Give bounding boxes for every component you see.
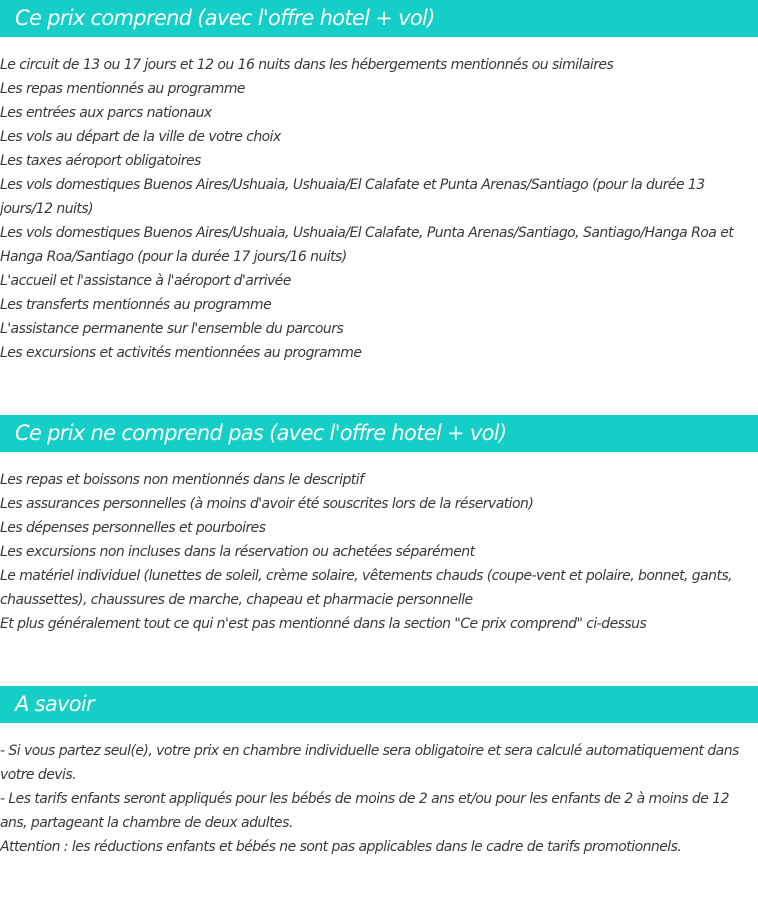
- list-item: Les vols au départ de la ville de votre choix: [0, 129, 281, 145]
- list-item: - Les tarifs enfants seront appliqués pour les bébés de moins de 2 ans et/ou pour les enfants de 2 à moins de 12 ans, partageant la chambre de deux adultes.: [0, 791, 729, 831]
- section-price-includes: [0, 0, 758, 365]
- section-good-to-know: [0, 686, 758, 859]
- list-item: Attention : les réductions enfants et bébés ne sont pas applicables dans le cadre de tarifs promotionnels.: [0, 839, 682, 855]
- list-item: Le circuit de 13 ou 17 jours et 12 ou 16 nuits dans les hébergements mentionnés ou similaires: [0, 57, 614, 73]
- list-item: Les vols domestiques Buenos Aires/Ushuaia, Ushuaia/El Calafate, Punta Arenas/Santiago, Santiago/Hanga Roa et Hanga Roa/Santiago (pour la durée 17 jours/16 nuits): [0, 225, 734, 265]
- info-list: [0, 739, 758, 859]
- list-item: Les entrées aux parcs nationaux: [0, 105, 212, 121]
- section-title-excludes: Ce prix ne comprend pas (avec l'offre hotel + vol): [0, 415, 758, 452]
- list-item: L'assistance permanente sur l'ensemble du parcours: [0, 321, 344, 337]
- list-item: Les excursions non incluses dans la réservation ou achetées séparément: [0, 544, 475, 560]
- section-title-includes: Ce prix comprend (avec l'offre hotel + vol): [0, 0, 758, 37]
- list-item: L'accueil et l'assistance à l'aéroport d'arrivée: [0, 273, 291, 289]
- list-item: Les taxes aéroport obligatoires: [0, 153, 201, 169]
- list-item: Les vols domestiques Buenos Aires/Ushuaia, Ushuaia/El Calafate et Punta Arenas/Santiago (pour la durée 13 jours/12 nuits): [0, 177, 705, 217]
- section-title-good-to-know: A savoir: [0, 686, 758, 723]
- list-item: Le matériel individuel (lunettes de soleil, crème solaire, vêtements chauds (coupe-vent et polaire, bonnet, gants, chaussettes), chaussures de marche, chapeau et pharmacie personnelle: [0, 568, 733, 608]
- list-item: Les assurances personnelles (à moins d'avoir été souscrites lors de la réservation): [0, 496, 534, 512]
- list-item: Les dépenses personnelles et pourboires: [0, 520, 266, 536]
- list-item: Et plus généralement tout ce qui n'est pas mentionné dans la section "Ce prix comprend" ci-dessus: [0, 616, 647, 632]
- list-item: Les excursions et activités mentionnées au programme: [0, 345, 362, 361]
- section-price-excludes: [0, 415, 758, 636]
- list-item: Les transferts mentionnés au programme: [0, 297, 272, 313]
- includes-list: [0, 53, 758, 365]
- excludes-list: [0, 468, 758, 636]
- list-item: - Si vous partez seul(e), votre prix en chambre individuelle sera obligatoire et sera calculé automatiquement dans votre devis.: [0, 743, 739, 783]
- list-item: Les repas et boissons non mentionnés dans le descriptif: [0, 472, 364, 488]
- list-item: Les repas mentionnés au programme: [0, 81, 245, 97]
